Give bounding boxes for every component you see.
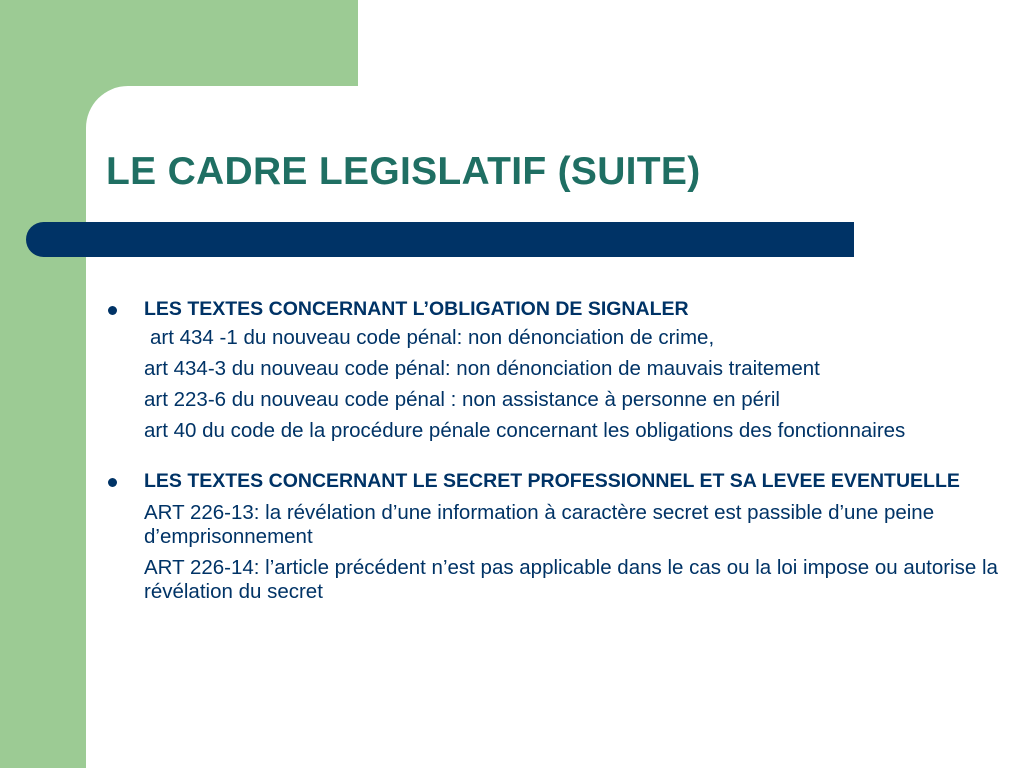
section-heading: LES TEXTES CONCERNANT L’OBLIGATION DE SIGNALER (144, 298, 689, 320)
section-secret (100, 469, 1000, 604)
slide-content (100, 297, 1000, 604)
section-heading: LES TEXTES CONCERNANT LE SECRET PROFESSIONNEL ET SA LEVEE EVENTUELLE (144, 470, 960, 492)
title-underline-bar (26, 222, 854, 257)
list-item: art 434-3 du nouveau code pénal: non dénonciation de mauvais traitement (144, 357, 820, 380)
bullet-icon (108, 478, 117, 487)
list-item: art 40 du code de la procédure pénale concernant les obligations des fonctionnaires (144, 419, 906, 442)
slide-title: LE CADRE LEGISLATIF (SUITE) (106, 150, 701, 193)
list-item: art 434 -1 du nouveau code pénal: non dénonciation de crime, (150, 326, 715, 349)
top-white-area (358, 0, 1024, 86)
list-item: ART 226-14: l’article précédent n’est pas applicable dans le cas ou la loi impose ou autorise la révélation du secret (144, 556, 998, 603)
list-item: ART 226-13: la révélation d’une information à caractère secret est passible d’une peine d’emprisonnement (144, 501, 935, 548)
bullet-icon (108, 306, 117, 315)
list-item: art 223-6 du nouveau code pénal : non assistance à personne en péril (144, 388, 780, 411)
section-obligation (100, 297, 1000, 443)
